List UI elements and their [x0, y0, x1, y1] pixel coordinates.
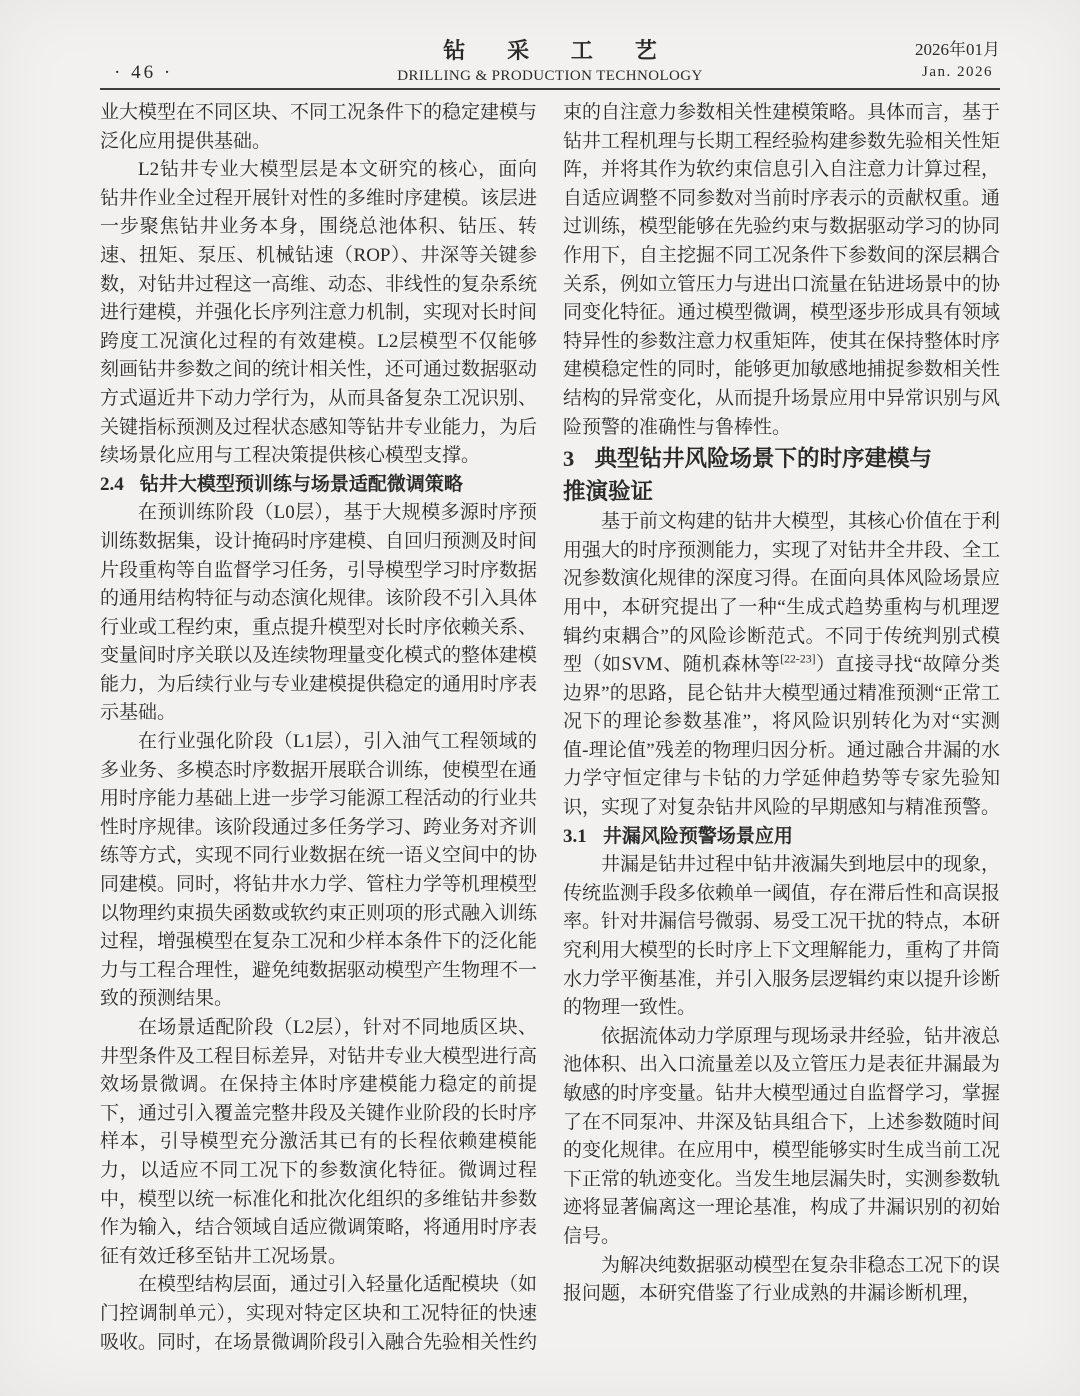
- journal-masthead: [270, 34, 830, 85]
- article-body: [100, 99, 1000, 1357]
- left-column: [100, 99, 537, 1357]
- right-column: [563, 99, 1000, 1357]
- issue-date-en: Jan. 2026: [922, 64, 993, 80]
- paragraph: 束的自注意力参数相关性建模策略。具体而言，基于钻井工程机理与长期工程经验构建参数先验相关性矩阵，并将其作为软约束信息引入自注意力计算过程，自适应调整不同参数对当前时序表示的贡献权重。通过训练，模型能够在先验约束与数据驱动学习的协同作用下，自主挖掘不同工况条件下参数间的深层耦合关系，例如立管压力与进出口流量在钻进场景中的协同变化特征。通过模型微调，模型逐步形成具有领域特异性的参数注意力权重矩阵，使其在保持整体时序建模稳定性的同时，能够更加敏感地捕捉参数相关性结构的异常变化，从而提升场景应用中异常识别与风险预警的准确性与鲁棒性。: [563, 102, 1001, 438]
- section-number: 3: [563, 446, 575, 472]
- section-title: 钻井大模型预训练与场景适配微调策略: [139, 473, 463, 495]
- journal-title-cn: 钻采工艺: [443, 38, 699, 63]
- paragraph: 业大模型在不同区块、不同工况条件下的稳定建模与泛化应用提供基础。: [100, 102, 538, 152]
- section-number: 2.4: [100, 473, 124, 495]
- page-number: · 46 ·: [114, 62, 174, 83]
- paragraph: 依据流体动力学原理与现场录井经验，钻井液总池体积、出入口流量差以及立管压力是表征井漏最为敏感的时序变量。钻井大模型通过自监督学习，掌握了在不同泵冲、井深及钻具组合下，上述参数随时间的变化规律。在应用中，模型能够实时生成当前工况下正常的轨迹变化。当发生地层漏失时，实测参数轨迹将显著偏离这一理论基准，构成了井漏识别的初始信号。: [563, 1025, 1001, 1247]
- paragraph: 在模型结构层面，通过引入轻量化适配模块（如门控调制单元），实现对特定区块和工况特征的快速吸收。同时，在场景微调阶段引入融合先验相关性约: [100, 1274, 538, 1353]
- page-header: [100, 34, 1000, 90]
- section-title: 典型钻井风险场景下的时序建模与推演验证: [563, 446, 933, 505]
- subsection-heading-3-1: [563, 823, 1000, 852]
- section-number: 3.1: [563, 825, 587, 847]
- paragraph: 在场景适配阶段（L2层），针对不同地质区块、井型条件及工程目标差异，对钻井专业大模型进行高效场景微调。在保持主体时序建模能力稳定的前提下，通过引入覆盖完整井段及关键作业阶段的长时序样本，引导模型充分激活其已有的长程依赖建模能力，以适应不同工况下的参数演化特征。微调过程中，模型以统一标准化和批次化组织的多维钻井参数作为输入，结合领域自适应微调策略，将通用时序表征有效迁移至钻井工况场景。: [100, 1017, 538, 1267]
- paragraph: 井漏是钻井过程中钻井液漏失到地层中的现象，传统监测手段多依赖单一阈值，存在滞后性和高误报率。针对井漏信号微弱、易受工况干扰的特点，本研究利用大模型的长时序上下文理解能力，重构了井筒水力学平衡基准，并引入服务层逻辑约束以提升诊断的物理一致性。: [563, 854, 1001, 1019]
- section-heading-2-4: [100, 471, 537, 500]
- paragraph: 在预训练阶段（L0层），基于大规模多源时序预训练数据集，设计掩码时序建模、自回归预测及时间片段重构等自监督学习任务，引导模型学习时序数据的通用结构特征与动态演化规律。该阶段不引入具体行业或工程约束，重点提升模型对长时序依赖关系、变量间时序关联以及连续物理量变化模式的整体建模能力，为后续行业与专业建模提供稳定的通用时序表示基础。: [100, 502, 538, 724]
- paragraph: 为解决纯数据驱动模型在复杂非稳态工况下的误报问题，本研究借鉴了行业成熟的井漏诊断机理，: [563, 1254, 1001, 1305]
- journal-title-en: DRILLING & PRODUCTION TECHNOLOGY: [397, 68, 703, 84]
- section-heading-3: [563, 442, 945, 508]
- paragraph: [563, 508, 1000, 823]
- paragraph: L2钻井专业大模型层是本文研究的核心，面向钻井作业全过程开展针对性的多维时序建模。该层进一步聚焦钻井业务本身，围绕总池体积、钻压、转速、扭矩、泵压、机械钻速（ROP）、井深等关键参数，对钻井过程这一高维、动态、非线性的复杂系统进行建模，并强化长序列注意力机制，实现对长时间跨度工况演化过程的有效建模。L2层模型不仅能够刻画钻井参数之间的统计相关性，还可通过数据驱动方式逼近井下动力学行为，从而具备复杂工况识别、关键指标预测及过程状态感知等钻井专业能力，为后续场景化应用与工程决策提供核心模型支撑。: [100, 159, 538, 467]
- issue-date: [915, 35, 1000, 81]
- paragraph-text: 基于前文构建的钻井大模型，其核心价值在于利用强大的时序预测能力，实现了对钻井全井段、全工况参数演化规律的深度习得。在面向具体风险场景应用中，本研究提出了一种“生成式趋势重构与机理逻辑约束耦合”的风险诊断范式。不同于传统判别式模型（如SVM、随机森林等: [563, 511, 1001, 676]
- citation-superscript: [22-23]: [780, 652, 816, 666]
- issue-date-cn: 2026年01月: [915, 40, 1000, 59]
- paragraph-text: ）直接寻找“故障分类边界”的思路，昆仑钻井大模型通过精准预测“正常工况下的理论参数基准”，将风险识别转化为对“实测值-理论值”残差的物理归因分析。通过融合井漏的水力学守恒定律与卡钻的力学延伸趋势等专家先验知识，实现了对复杂钻井风险的早期感知与精准预警。: [563, 654, 1001, 819]
- section-title: 井漏风险预警场景应用: [602, 825, 793, 847]
- paragraph: 在行业强化阶段（L1层），引入油气工程领域的多业务、多模态时序数据开展联合训练，使模型在通用时序能力基础上进一步学习能源工程活动的行业共性时序规律。该阶段通过多任务学习、跨业务对齐训练等方式，实现不同行业数据在统一语义空间中的协同建模。同时，将钻井水力学、管柱力学等机理模型以物理约束损失函数或软约束正则项的形式融入训练过程，增强模型在复杂工况和少样本条件下的泛化能力与工程合理性，避免纯数据驱动模型产生物理不一致的预测结果。: [100, 731, 538, 1010]
